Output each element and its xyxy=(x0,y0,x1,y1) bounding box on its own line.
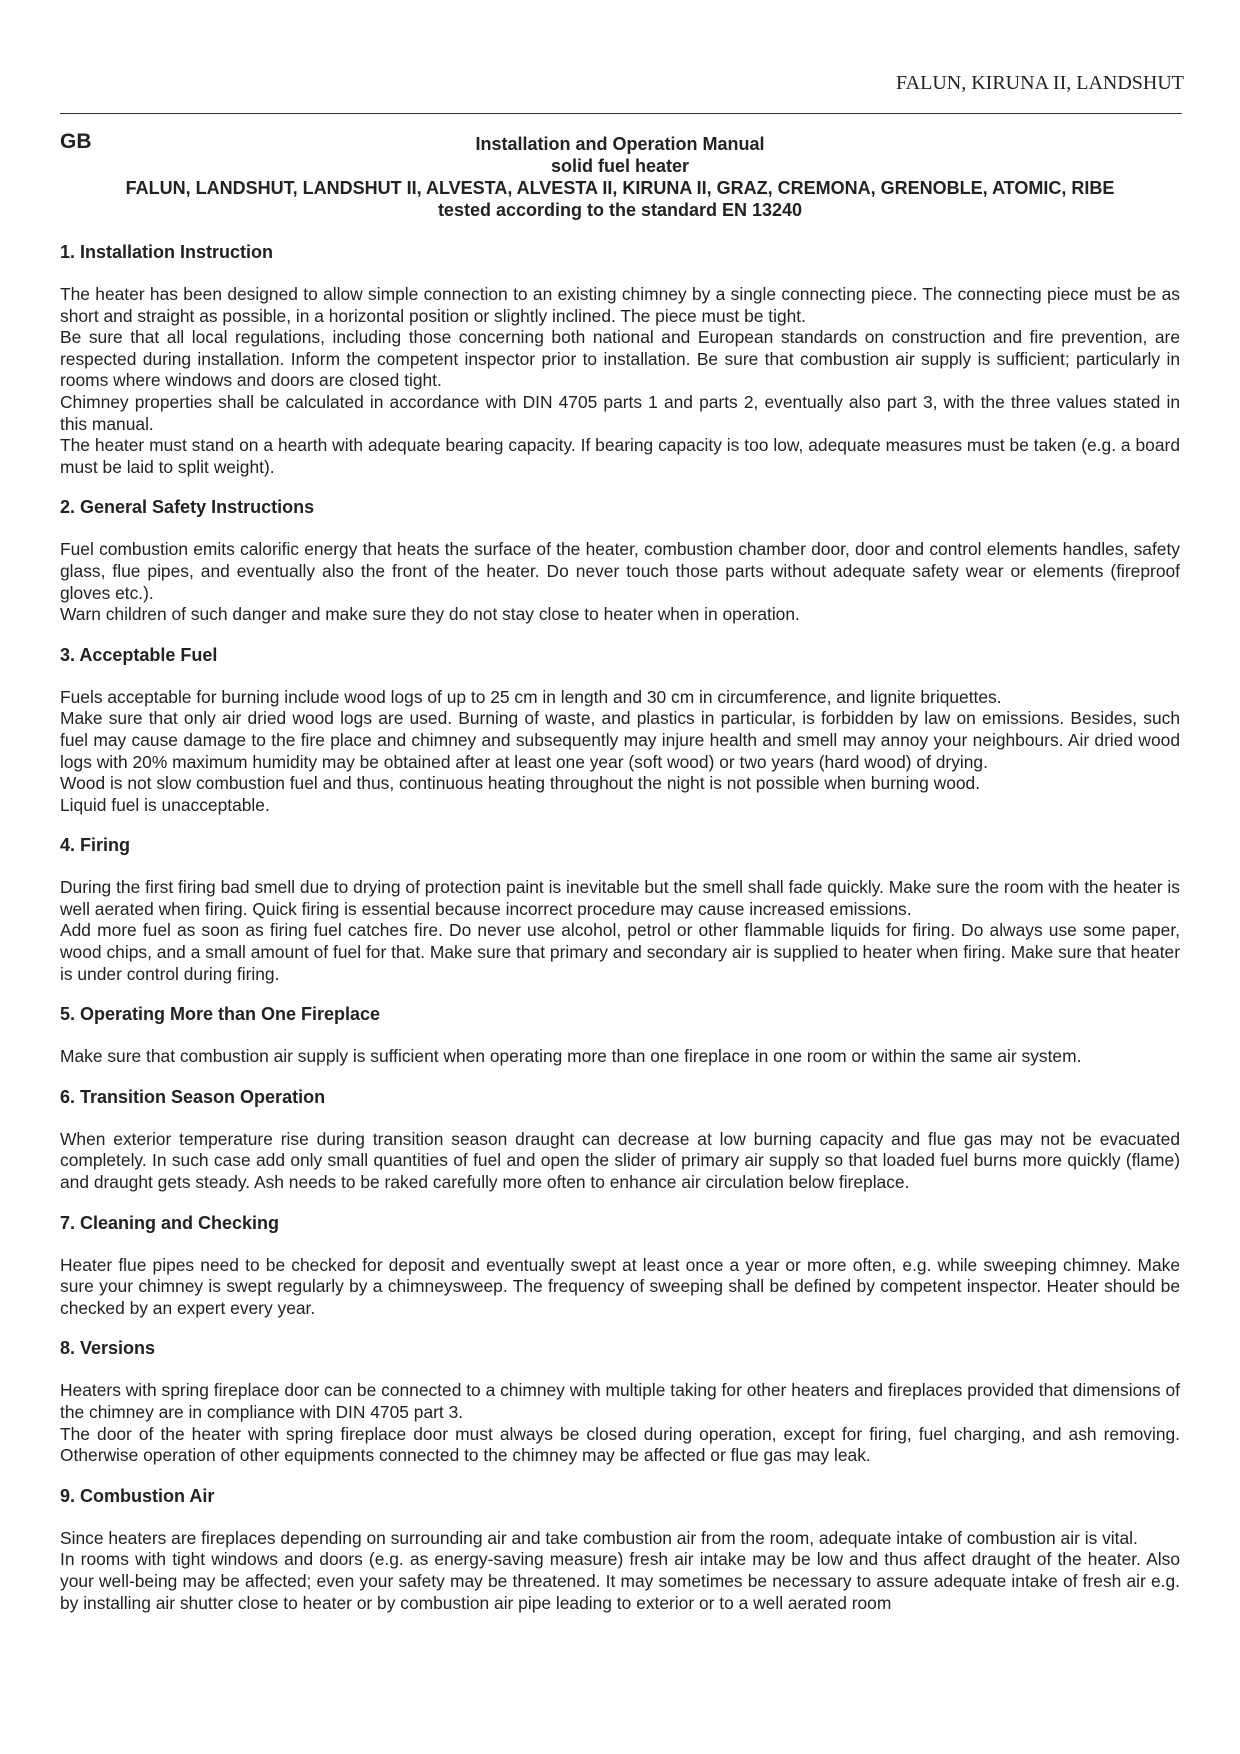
paragraph: Be sure that all local regulations, including those concerning both national and European standards on construction and fire prevention, are respected during installation. Inform the competent inspector prior to installation. Be sure that combustion air supply is sufficient; particularly in rooms where windows and doors are closed tight. xyxy=(60,327,1180,391)
header-rule xyxy=(60,113,1182,114)
models-line: FALUN, LANDSHUT, LANDSHUT II, ALVESTA, ALVESTA II, KIRUNA II, GRAZ, CREMONA, GRENOBLE, ATOMIC, RIBE xyxy=(125,178,1115,198)
section-heading: 2. General Safety Instructions xyxy=(60,497,315,518)
section-heading: 8. Versions xyxy=(60,1338,156,1359)
section-heading: 5. Operating More than One Fireplace xyxy=(60,1004,381,1025)
paragraph: The heater has been designed to allow simple connection to an existing chimney by a single connecting piece. The connecting piece must be as short and straight as possible, in a horizontal position or slightly inclined. The piece must be tight. xyxy=(60,284,1180,326)
paragraph: Liquid fuel is unacceptable. xyxy=(60,794,270,815)
section-heading: 9. Combustion Air xyxy=(60,1485,215,1506)
subtitle-line: solid fuel heater xyxy=(550,156,690,176)
section-heading: 6. Transition Season Operation xyxy=(60,1086,326,1107)
running-header: FALUN, KIRUNA II, LANDSHUT xyxy=(896,72,1184,94)
paragraph: Heaters with spring fireplace door can be connected to a chimney with multiple taking for other heaters and fireplaces provided that dimensions of the chimney are in compliance with DIN 4705 part 3. xyxy=(60,1380,1180,1422)
standard-line: tested according to the standard EN 13240 xyxy=(437,200,803,220)
language-code: GB xyxy=(60,130,92,153)
section-4 xyxy=(60,834,1180,985)
section-heading: 7. Cleaning and Checking xyxy=(60,1212,280,1233)
section-6 xyxy=(60,1086,1180,1194)
section-heading: 4. Firing xyxy=(60,835,131,856)
paragraph: Wood is not slow combustion fuel and thus, continuous heating throughout the night is not possible when burning wood. xyxy=(60,773,981,794)
page-bottom-margin xyxy=(0,1686,1240,1754)
paragraph: Fuels acceptable for burning include wood logs of up to 25 cm in length and 30 cm in circumference, and lignite briquettes. xyxy=(60,686,1002,707)
section-1 xyxy=(60,241,1180,478)
paragraph: Warn children of such danger and make sure they do not stay close to heater when in operation. xyxy=(60,604,800,625)
section-9 xyxy=(60,1485,1180,1614)
paragraph: During the first firing bad smell due to drying of protection paint is inevitable but the smell shall fade quickly. Make sure the room with the heater is well aerated when firing. Quick firing is essential because incorrect procedure may cause increased emissions. xyxy=(60,877,1180,919)
paragraph: Chimney properties shall be calculated in accordance with DIN 4705 parts 1 and parts 2, eventually also part 3, with the three values stated in this manual. xyxy=(60,391,1180,434)
paragraph: Add more fuel as soon as firing fuel catches fire. Do never use alcohol, petrol or other flammable liquids for firing. Do always use some paper, wood chips, and a small amount of fuel for that. Make sure that primary and secondary air is supplied to heater when firing. Make sure that heater is under control during firing. xyxy=(60,920,1180,984)
section-8 xyxy=(60,1337,1180,1466)
paragraph: Make sure that only air dried wood logs are used. Burning of waste, and plastics in particular, is forbidden by law on emissions. Besides, such fuel may cause damage to the fire place and chimney and subsequently may injure health and smell may annoy your neighbours. Air dried wood logs with 20% maximum humidity may be obtained after at least one year (soft wood) or two years (hard wood) of drying. xyxy=(60,708,1180,772)
title-line: Installation and Operation Manual xyxy=(475,134,765,154)
section-3 xyxy=(60,644,1180,817)
section-5 xyxy=(60,1003,1180,1068)
paragraph: Make sure that combustion air supply is sufficient when operating more than one fireplace in one room or within the same air system. xyxy=(60,1046,1082,1067)
paragraph: In rooms with tight windows and doors (e.g. as energy-saving measure) fresh air intake may be low and thus affect draught of the heater. Also your well-being may be affected; even your safety may be threatened. It may sometimes be necessary to assure adequate intake of fresh air e.g. by installing air shutter close to heater or by combustion air pipe leading to exterior or to a well aerated room xyxy=(60,1549,1180,1613)
document-title xyxy=(60,130,1180,221)
section-heading: 1. Installation Instruction xyxy=(60,242,274,262)
paragraph: Heater flue pipes need to be checked for deposit and eventually swept at least once a year or more often, e.g. while sweeping chimney. Make sure your chimney is swept regularly by a chimneysweep. The frequency of sweeping shall be defined by competent inspector. Heater should be checked by an expert every year. xyxy=(60,1254,1180,1318)
sections-container xyxy=(60,241,1180,1614)
section-2 xyxy=(60,496,1180,625)
document-body xyxy=(60,130,1180,1614)
section-7 xyxy=(60,1212,1180,1320)
paragraph: Fuel combustion emits calorific energy that heats the surface of the heater, combustion chamber door, door and control elements handles, safety glass, flue pipes, and eventually also the front of the heater. Do never touch those parts without adequate safety wear or elements (fireproof gloves etc.). xyxy=(60,539,1180,603)
paragraph: The door of the heater with spring fireplace door must always be closed during operation, except for firing, fuel charging, and ash removing. Otherwise operation of other equipments connected to the chimney may be affected or flue gas may leak. xyxy=(60,1423,1180,1466)
paragraph: Since heaters are fireplaces depending on surrounding air and take combustion air from the room, adequate intake of combustion air is vital. xyxy=(60,1527,1138,1548)
paragraph: When exterior temperature rise during transition season draught can decrease at low burning capacity and flue gas may not be evacuated completely. In such case add only small quantities of fuel and open the slider of primary air supply so that loaded fuel burns more quickly (flame) and draught gets steady. Ash needs to be raked carefully more often to enhance air circulation below fireplace. xyxy=(60,1128,1180,1193)
section-heading: 3. Acceptable Fuel xyxy=(60,644,218,665)
paragraph: The heater must stand on a hearth with adequate bearing capacity. If bearing capacity is too low, adequate measures must be taken (e.g. a board must be laid to split weight). xyxy=(60,435,1180,477)
